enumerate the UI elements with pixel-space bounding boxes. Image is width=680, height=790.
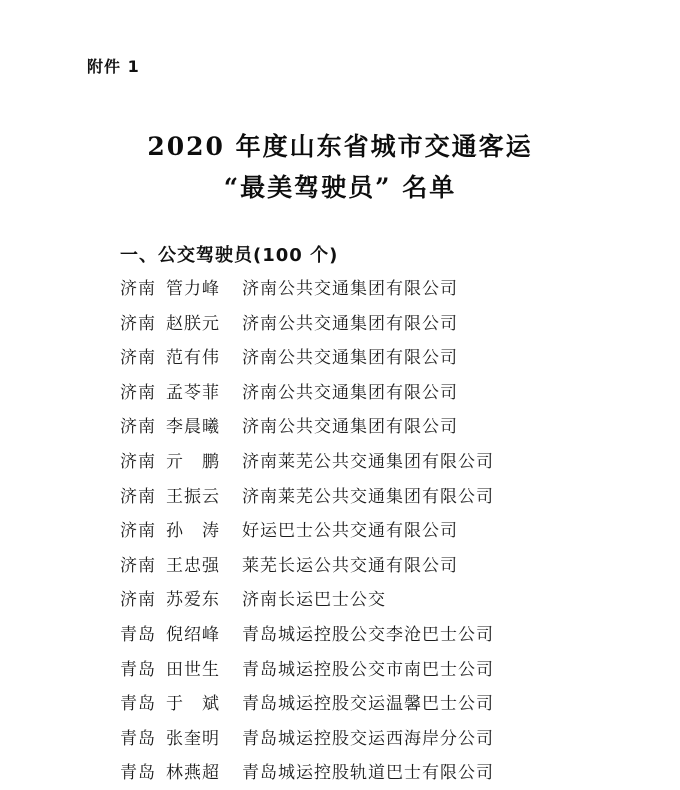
driver-city: 济南 — [120, 590, 156, 611]
driver-name: 孙 涛 — [166, 521, 220, 542]
driver-row — [120, 653, 660, 688]
driver-row — [120, 376, 660, 411]
driver-city: 青岛 — [120, 728, 156, 749]
driver-name: 于 斌 — [166, 694, 220, 715]
driver-city: 济南 — [120, 486, 156, 507]
driver-city: 济南 — [120, 555, 156, 576]
driver-name: 林燕超 — [166, 763, 220, 784]
driver-company: 济南莱芜公共交通集团有限公司 — [242, 451, 494, 472]
driver-city: 青岛 — [120, 763, 156, 784]
driver-name: 赵朕元 — [166, 313, 220, 334]
driver-city: 济南 — [120, 451, 156, 472]
driver-name: 范有伟 — [166, 348, 220, 369]
driver-city: 济南 — [120, 417, 156, 438]
section-heading-bus-drivers: 一、公交驾驶员(100 个) — [120, 245, 339, 266]
driver-city: 济南 — [120, 348, 156, 369]
driver-row — [120, 514, 660, 549]
driver-company: 济南长运巴士公交 — [242, 590, 386, 611]
driver-city: 济南 — [120, 521, 156, 542]
driver-city: 青岛 — [120, 624, 156, 645]
driver-row — [120, 687, 660, 722]
driver-list — [120, 272, 660, 790]
document-title-line2: “最美驾驶员” 名单 — [223, 173, 457, 202]
document-title-line1: 2020 年度山东省城市交通客运 — [147, 132, 533, 161]
document-title — [0, 126, 680, 208]
driver-city: 青岛 — [120, 659, 156, 680]
driver-row — [120, 722, 660, 757]
driver-company: 济南公共交通集团有限公司 — [242, 348, 458, 369]
driver-company: 青岛城运控股交运西海岸分公司 — [242, 728, 494, 749]
driver-row — [120, 618, 660, 653]
driver-name: 田世生 — [166, 659, 220, 680]
driver-row — [120, 583, 660, 618]
driver-name: 王忠强 — [166, 555, 220, 576]
driver-row — [120, 445, 660, 480]
driver-company: 青岛城运控股交运温馨巴士公司 — [242, 694, 494, 715]
driver-name: 苏爱东 — [166, 590, 220, 611]
driver-name: 孟苓菲 — [166, 382, 220, 403]
driver-company: 济南公共交通集团有限公司 — [242, 382, 458, 403]
driver-name: 倪绍峰 — [166, 624, 220, 645]
driver-name: 管力峰 — [166, 279, 220, 299]
driver-row — [120, 341, 660, 376]
driver-row — [120, 307, 660, 342]
driver-row — [120, 410, 660, 445]
driver-company: 济南公共交通集团有限公司 — [242, 313, 458, 334]
driver-city: 济南 — [120, 382, 156, 403]
attachment-label: 附件 1 — [87, 57, 140, 76]
driver-city: 济南 — [120, 279, 156, 299]
driver-company: 莱芜长运公共交通有限公司 — [242, 555, 458, 576]
driver-city: 济南 — [120, 313, 156, 334]
driver-company: 济南莱芜公共交通集团有限公司 — [242, 486, 494, 507]
driver-name: 张奎明 — [166, 728, 220, 749]
driver-company: 好运巴士公共交通有限公司 — [242, 521, 458, 542]
driver-company: 济南公共交通集团有限公司 — [242, 417, 458, 438]
driver-row — [120, 549, 660, 584]
driver-company: 济南公共交通集团有限公司 — [242, 279, 458, 299]
driver-company: 青岛城运控股轨道巴士有限公司 — [242, 763, 494, 784]
driver-row — [120, 272, 660, 307]
driver-city: 青岛 — [120, 694, 156, 715]
driver-name: 亓 鹏 — [166, 451, 220, 472]
driver-row — [120, 756, 660, 790]
driver-company: 青岛城运控股公交李沧巴士公司 — [242, 624, 494, 645]
driver-row — [120, 480, 660, 515]
driver-name: 王振云 — [166, 486, 220, 507]
driver-name: 李晨曦 — [166, 417, 220, 438]
driver-company: 青岛城运控股公交市南巴士公司 — [242, 659, 494, 680]
